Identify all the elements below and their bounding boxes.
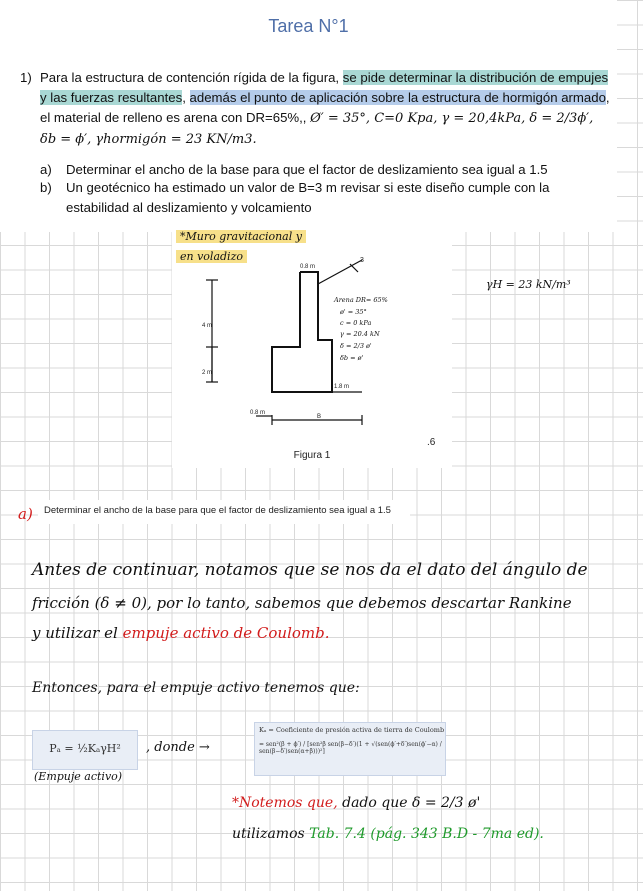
highlight-blue: además el punto de aplicación sobre la estructura de hormigón armado xyxy=(189,90,606,105)
question-a-text: Determinar el ancho de la base para que el factor de deslizamiento sea igual a 1.5 xyxy=(66,162,548,177)
handwriting-line-4: Entonces, para el empuje activo tenemos que: xyxy=(32,680,360,696)
dim-lower: 2 m xyxy=(202,370,213,376)
backfill-slope-line xyxy=(318,260,362,284)
problem-number: 1) xyxy=(20,70,32,85)
retaining-wall-drawing xyxy=(172,232,452,468)
question-a-label: a) xyxy=(40,162,52,177)
ka-equation: = sen²(β + ϕ′) / [sen²β sen(β−δ′)(1 + √(sen(ϕ′+δ′)sen(ϕ′−α) / sen(β−δ′)sen(α+β)))²] xyxy=(259,741,442,755)
slope-tick xyxy=(350,264,358,272)
soil-line-1: Arena DR= 65% xyxy=(334,296,388,304)
problem-rest: , el material de relleno es arena con DR=65%,, xyxy=(40,90,610,125)
ka-title: Kₐ = Coeficiente de presión activa de tierra de Coulomb xyxy=(259,726,445,734)
figure-side-number: .6 xyxy=(427,437,436,448)
note-red: *Notemos que, xyxy=(232,795,338,811)
util-green: Tab. 7.4 (pág. 343 B.D - 7ma ed). xyxy=(309,826,544,842)
dim-toe: 0.8 m xyxy=(250,410,266,416)
problem-params: Ø′ = 35°, C=0 Kpa, γ = 20,4kPa, δ = 2/3ϕ′, δb = ϕ′, γhormigón = 23 KN/m3. xyxy=(40,111,594,147)
pa-formula: Pₐ = ½KₐγH² xyxy=(49,742,121,755)
soil-line-5: δ = 2/3 ø' xyxy=(340,342,372,350)
soil-line-3: c = 0 kPa xyxy=(340,319,372,327)
donde-text: , donde → xyxy=(146,740,210,755)
gamma-concrete-note: γH = 23 kN/m³ xyxy=(486,278,571,291)
slope-label: 3 xyxy=(360,257,364,264)
soil-line-4: γ = 20.4 kN xyxy=(340,330,380,338)
handwriting-line-2: fricción (δ ≠ 0), por lo tanto, sabemos que debemos descartar Rankine xyxy=(32,594,572,612)
dim-base: B xyxy=(317,414,322,420)
handwriting-line-1: Antes de continuar, notamos que se nos da el dato del ángulo de xyxy=(32,560,588,580)
handwriting-line-3b: empuje activo de Coulomb. xyxy=(122,624,330,642)
wall-outline xyxy=(272,272,332,392)
pa-formula-note: (Empuje activo) xyxy=(34,770,123,783)
soil-line-6: δb = ø' xyxy=(340,354,364,362)
soil-line-2: ø' = 35° xyxy=(340,308,367,316)
dim-heel: 1.8 m xyxy=(334,384,350,390)
question-b-text: Un geotécnico ha estimado un valor de B=3 m revisar si este diseño cumple con la estabilidad al deslizamiento y volcamiento xyxy=(66,180,550,215)
part-a-text: Determinar el ancho de la base para que el factor de deslizamiento sea igual a 1.5 xyxy=(44,505,391,516)
dim-upper: 4 m xyxy=(202,323,213,329)
pa-formula-box xyxy=(32,730,138,770)
figure-caption: Figura 1 xyxy=(293,450,331,461)
part-a-box xyxy=(38,500,410,524)
note-black: dado que δ = 2/3 ø' xyxy=(337,795,481,811)
ka-formula-box xyxy=(254,722,446,776)
highlight-teal: se pide determinar la distribución de empujes y las fuerzas resultantes xyxy=(40,70,609,105)
util-black: utilizamos xyxy=(232,826,310,842)
assignment-page xyxy=(0,0,617,232)
note-line xyxy=(232,795,480,811)
question-a xyxy=(40,160,615,180)
problem-statement xyxy=(20,68,610,150)
dim-top: 0.8 m xyxy=(300,264,316,270)
handwriting-line-3a: y utilizar el xyxy=(32,624,123,642)
question-b-label: b) xyxy=(40,180,52,195)
question-b xyxy=(40,178,615,218)
problem-intro: Para la estructura de contención rígida de la figura, xyxy=(40,70,343,85)
note-wall-type-1: *Muro gravitacional y xyxy=(176,230,306,243)
part-a-label: a) xyxy=(18,505,33,523)
handwriting-line-3 xyxy=(32,624,330,642)
figure-1 xyxy=(172,232,452,468)
problem-sep: , xyxy=(182,90,190,105)
note-wall-type-2: en voladizo xyxy=(176,250,247,263)
page-title: Tarea N°1 xyxy=(268,16,349,36)
util-line xyxy=(232,826,544,842)
